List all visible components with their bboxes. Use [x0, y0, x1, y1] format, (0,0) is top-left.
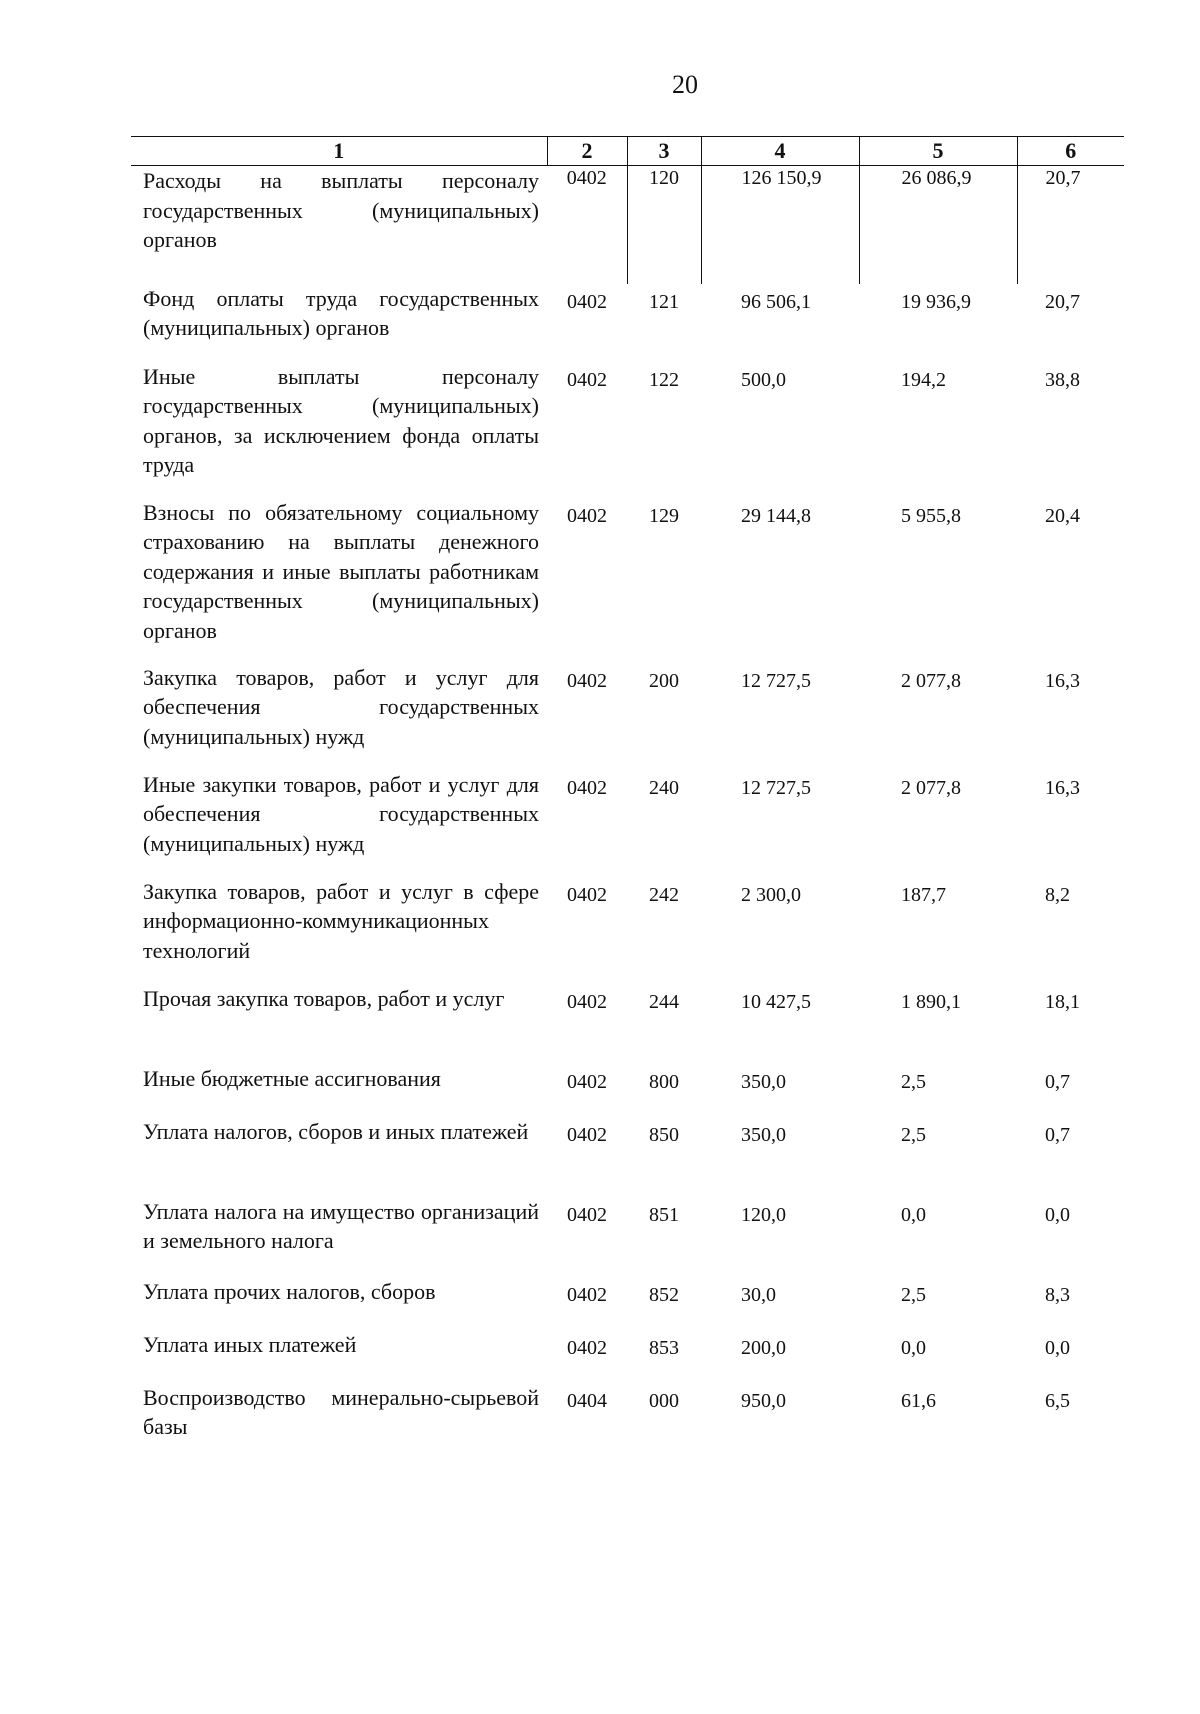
row-actual-amount: 1 890,1	[901, 990, 961, 1013]
row-expense-type: 120	[627, 166, 701, 284]
row-section-code: 0402	[567, 290, 607, 313]
row-expense-type: 851	[649, 1203, 679, 1226]
table-row	[131, 1330, 1124, 1383]
row-expense-type: 121	[649, 290, 679, 313]
row-name: Воспроизводство минерально-сырьевой базы	[143, 1384, 539, 1439]
row-name: Уплата налога на имущество организаций и земельного налога	[143, 1198, 539, 1253]
row-expense-type: 800	[649, 1070, 679, 1093]
row-plan-amount: 10 427,5	[741, 990, 811, 1013]
row-expense-type: 129	[649, 504, 679, 527]
column-header-3: 3	[627, 137, 701, 166]
row-section-code: 0402	[566, 167, 607, 189]
row-section-code: 0404	[567, 1389, 607, 1412]
row-plan-amount: 350,0	[741, 1070, 786, 1093]
table-row	[131, 166, 1124, 284]
row-section-code: 0402	[567, 1203, 607, 1226]
row-section-code: 0402	[567, 669, 607, 692]
table-row	[131, 1383, 1124, 1443]
table-row	[131, 498, 1124, 663]
row-name: Фонд оплаты труда государственных (муниципальных) органов	[143, 285, 539, 340]
row-name: Уплата иных платежей	[143, 1331, 357, 1357]
row-percent: 18,1	[1045, 990, 1080, 1013]
row-actual-amount: 194,2	[901, 368, 946, 391]
row-expense-type: 850	[649, 1123, 679, 1146]
table-row	[131, 663, 1124, 770]
row-expense-type: 240	[649, 776, 679, 799]
column-header-2: 2	[547, 137, 627, 166]
row-percent: 0,0	[1045, 1336, 1070, 1359]
table-row	[131, 770, 1124, 877]
row-name: Закупка товаров, работ и услуг для обеспечения государственных (муниципальных) нужд	[143, 664, 539, 749]
table-row	[131, 284, 1124, 362]
table-row	[131, 1277, 1124, 1330]
row-section-code: 0402	[567, 1070, 607, 1093]
row-actual-amount: 26 086,9	[859, 166, 1017, 284]
row-percent: 0,0	[1045, 1203, 1070, 1226]
row-name: Уплата прочих налогов, сборов	[143, 1278, 436, 1304]
row-expense-type: 122	[649, 368, 679, 391]
row-section-code: 0402	[567, 1336, 607, 1359]
row-percent: 38,8	[1045, 368, 1080, 391]
row-expense-type: 200	[649, 669, 679, 692]
row-actual-amount: 187,7	[901, 883, 946, 906]
row-plan-amount: 120,0	[741, 1203, 786, 1226]
row-plan-amount: 12 727,5	[741, 776, 811, 799]
column-header-6: 6	[1017, 137, 1124, 166]
row-actual-amount: 19 936,9	[901, 290, 971, 313]
row-percent: 0,7	[1045, 1070, 1070, 1093]
row-actual-amount: 2,5	[901, 1070, 926, 1093]
table-body	[131, 166, 1124, 1443]
row-actual-amount: 5 955,8	[901, 504, 961, 527]
row-actual-amount: 2 077,8	[901, 669, 961, 692]
row-percent: 8,3	[1045, 1283, 1070, 1306]
page-number: 20	[672, 70, 698, 99]
row-plan-amount: 29 144,8	[741, 504, 811, 527]
column-header-1: 1	[131, 137, 547, 166]
row-actual-amount: 0,0	[901, 1203, 926, 1226]
row-percent: 20,7	[1045, 290, 1080, 313]
column-header-4: 4	[701, 137, 859, 166]
row-name: Взносы по обязательному социальному страхованию на выплаты денежного содержания и иные выплаты работникам государственных (муниципальных) органов	[143, 499, 539, 643]
column-header-5: 5	[859, 137, 1017, 166]
row-name: Иные бюджетные ассигнования	[143, 1065, 441, 1091]
row-percent: 0,7	[1045, 1123, 1070, 1146]
row-name: Уплата налогов, сборов и иных платежей	[143, 1118, 529, 1144]
row-expense-type: 853	[649, 1336, 679, 1359]
row-actual-amount: 61,6	[901, 1389, 936, 1412]
header-row	[131, 137, 1124, 166]
row-section-code: 0402	[567, 1123, 607, 1146]
row-plan-amount: 350,0	[741, 1123, 786, 1146]
row-plan-amount: 2 300,0	[741, 883, 801, 906]
row-percent: 16,3	[1045, 776, 1080, 799]
table-row	[131, 362, 1124, 498]
row-actual-amount: 2,5	[901, 1123, 926, 1146]
table-row	[131, 984, 1124, 1064]
row-actual-amount: 2 077,8	[901, 776, 961, 799]
row-name: Закупка товаров, работ и услуг в сфере информационно-коммуникационных технологий	[143, 878, 539, 963]
row-expense-type: 242	[649, 883, 679, 906]
row-section-code: 0402	[567, 883, 607, 906]
table-row	[131, 877, 1124, 984]
row-percent: 16,3	[1045, 669, 1080, 692]
row-name: Иные закупки товаров, работ и услуг для обеспечения государственных (муниципальных) нужд	[143, 771, 539, 856]
row-plan-amount: 12 727,5	[741, 669, 811, 692]
row-percent: 20,4	[1045, 504, 1080, 527]
row-name: Иные выплаты персоналу государственных (муниципальных) органов, за исключением фонда оплаты труда	[143, 363, 539, 477]
row-plan-amount: 96 506,1	[741, 290, 811, 313]
row-plan-amount: 950,0	[741, 1389, 786, 1412]
row-section-code: 0402	[567, 1283, 607, 1306]
row-section-code: 0402	[567, 368, 607, 391]
table-row	[131, 1117, 1124, 1197]
row-plan-amount: 200,0	[741, 1336, 786, 1359]
row-section-code: 0402	[567, 990, 607, 1013]
row-expense-type: 852	[649, 1283, 679, 1306]
row-plan-amount: 126 150,9	[701, 166, 859, 284]
row-percent: 6,5	[1045, 1389, 1070, 1412]
row-percent: 20,7	[1017, 166, 1124, 284]
row-expense-type: 244	[649, 990, 679, 1013]
row-expense-type: 000	[649, 1389, 679, 1412]
row-section-code: 0402	[567, 776, 607, 799]
row-plan-amount: 30,0	[741, 1283, 776, 1306]
table-row	[131, 1064, 1124, 1117]
row-actual-amount: 2,5	[901, 1283, 926, 1306]
row-plan-amount: 500,0	[741, 368, 786, 391]
row-name: Прочая закупка товаров, работ и услуг	[143, 985, 505, 1011]
row-percent: 8,2	[1045, 883, 1070, 906]
row-actual-amount: 0,0	[901, 1336, 926, 1359]
budget-table	[131, 136, 1124, 1443]
row-name: Расходы на выплаты персоналу государственных (муниципальных) органов	[143, 168, 539, 252]
row-section-code: 0402	[567, 504, 607, 527]
table-row	[131, 1197, 1124, 1277]
